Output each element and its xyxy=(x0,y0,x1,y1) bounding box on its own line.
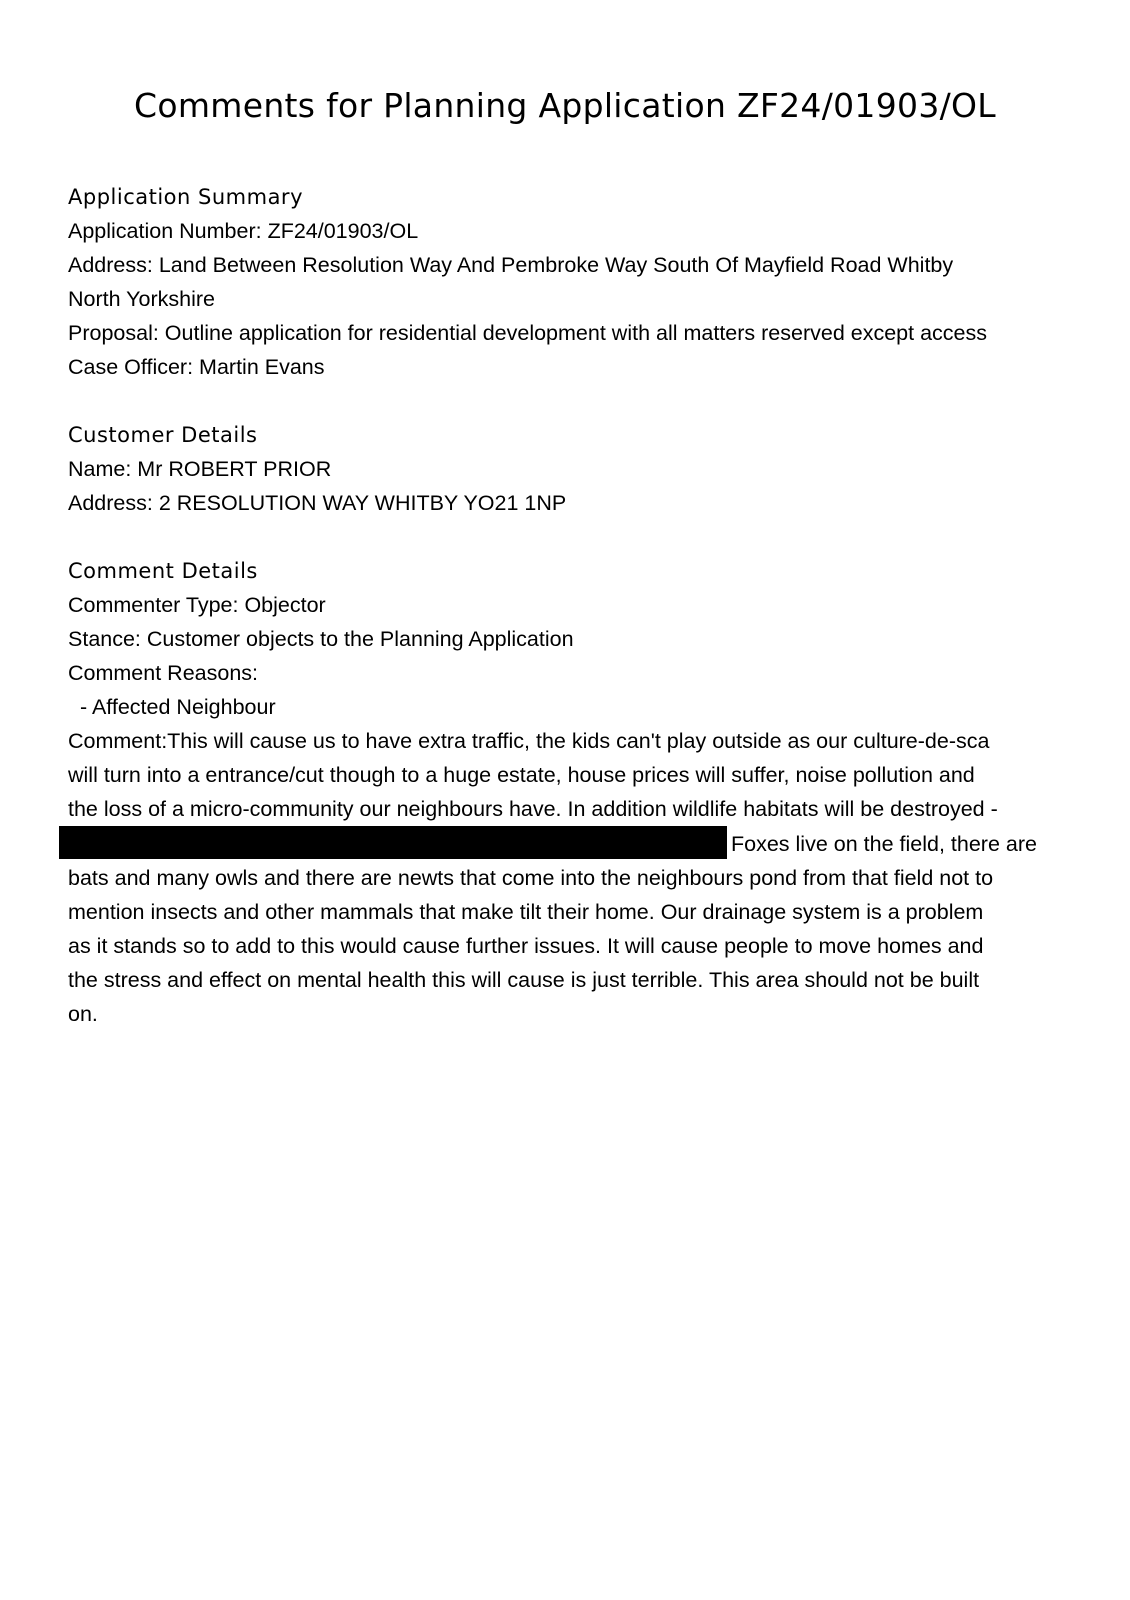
comment-reason-item: - Affected Neighbour xyxy=(80,695,276,719)
customer-address: Address: 2 RESOLUTION WAY WHITBY YO21 1NP xyxy=(68,491,567,515)
application-summary-section xyxy=(68,180,1068,384)
application-address-line-2: North Yorkshire xyxy=(68,287,215,311)
comment-line: as it stands so to add to this would cause further issues. It will cause people to move homes and xyxy=(68,934,984,958)
stance: Stance: Customer objects to the Planning Application xyxy=(68,627,574,651)
customer-name: Name: Mr ROBERT PRIOR xyxy=(68,457,332,481)
application-address-line-1: Address: Land Between Resolution Way And Pembroke Way South Of Mayfield Road Whitby xyxy=(68,253,954,277)
customer-details-heading: Customer Details xyxy=(68,423,258,447)
application-summary-heading: Application Summary xyxy=(68,185,303,209)
section-spacer xyxy=(68,520,1068,554)
application-number: Application Number: ZF24/01903/OL xyxy=(68,219,419,243)
comment-line: Comment:This will cause us to have extra traffic, the kids can't play outside as our culture-de-sca xyxy=(68,729,990,753)
section-spacer xyxy=(68,384,1068,418)
commenter-type: Commenter Type: Objector xyxy=(68,593,326,617)
comment-details-heading: Comment Details xyxy=(68,559,258,583)
page-title: Comments for Planning Application ZF24/01903/OL xyxy=(134,86,996,125)
comment-line-with-redaction xyxy=(68,826,1068,861)
comment-details-section xyxy=(68,554,1068,1031)
comment-text xyxy=(68,724,1068,1031)
comment-line: mention insects and other mammals that make tilt their home. Our drainage system is a problem xyxy=(68,900,984,924)
comment-line: the loss of a micro-community our neighbours have. In addition wildlife habitats will be destroyed - xyxy=(68,797,998,821)
comment-line: on. xyxy=(68,1002,98,1026)
redaction-block xyxy=(59,826,727,859)
comment-line: the stress and effect on mental health this will cause is just terrible. This area should not be built xyxy=(68,968,980,992)
case-officer: Case Officer: Martin Evans xyxy=(68,355,325,379)
application-proposal: Proposal: Outline application for residential development with all matters reserved except access xyxy=(68,321,987,345)
comment-after-redaction: Foxes live on the field, there are xyxy=(731,832,1037,856)
document-body xyxy=(68,180,1068,1031)
customer-details-section xyxy=(68,418,1068,520)
comment-line: bats and many owls and there are newts that come into the neighbours pond from that field not to xyxy=(68,866,994,890)
comment-reasons-label: Comment Reasons: xyxy=(68,661,258,685)
comment-line: will turn into a entrance/cut though to a huge estate, house prices will suffer, noise pollution and xyxy=(68,763,975,787)
